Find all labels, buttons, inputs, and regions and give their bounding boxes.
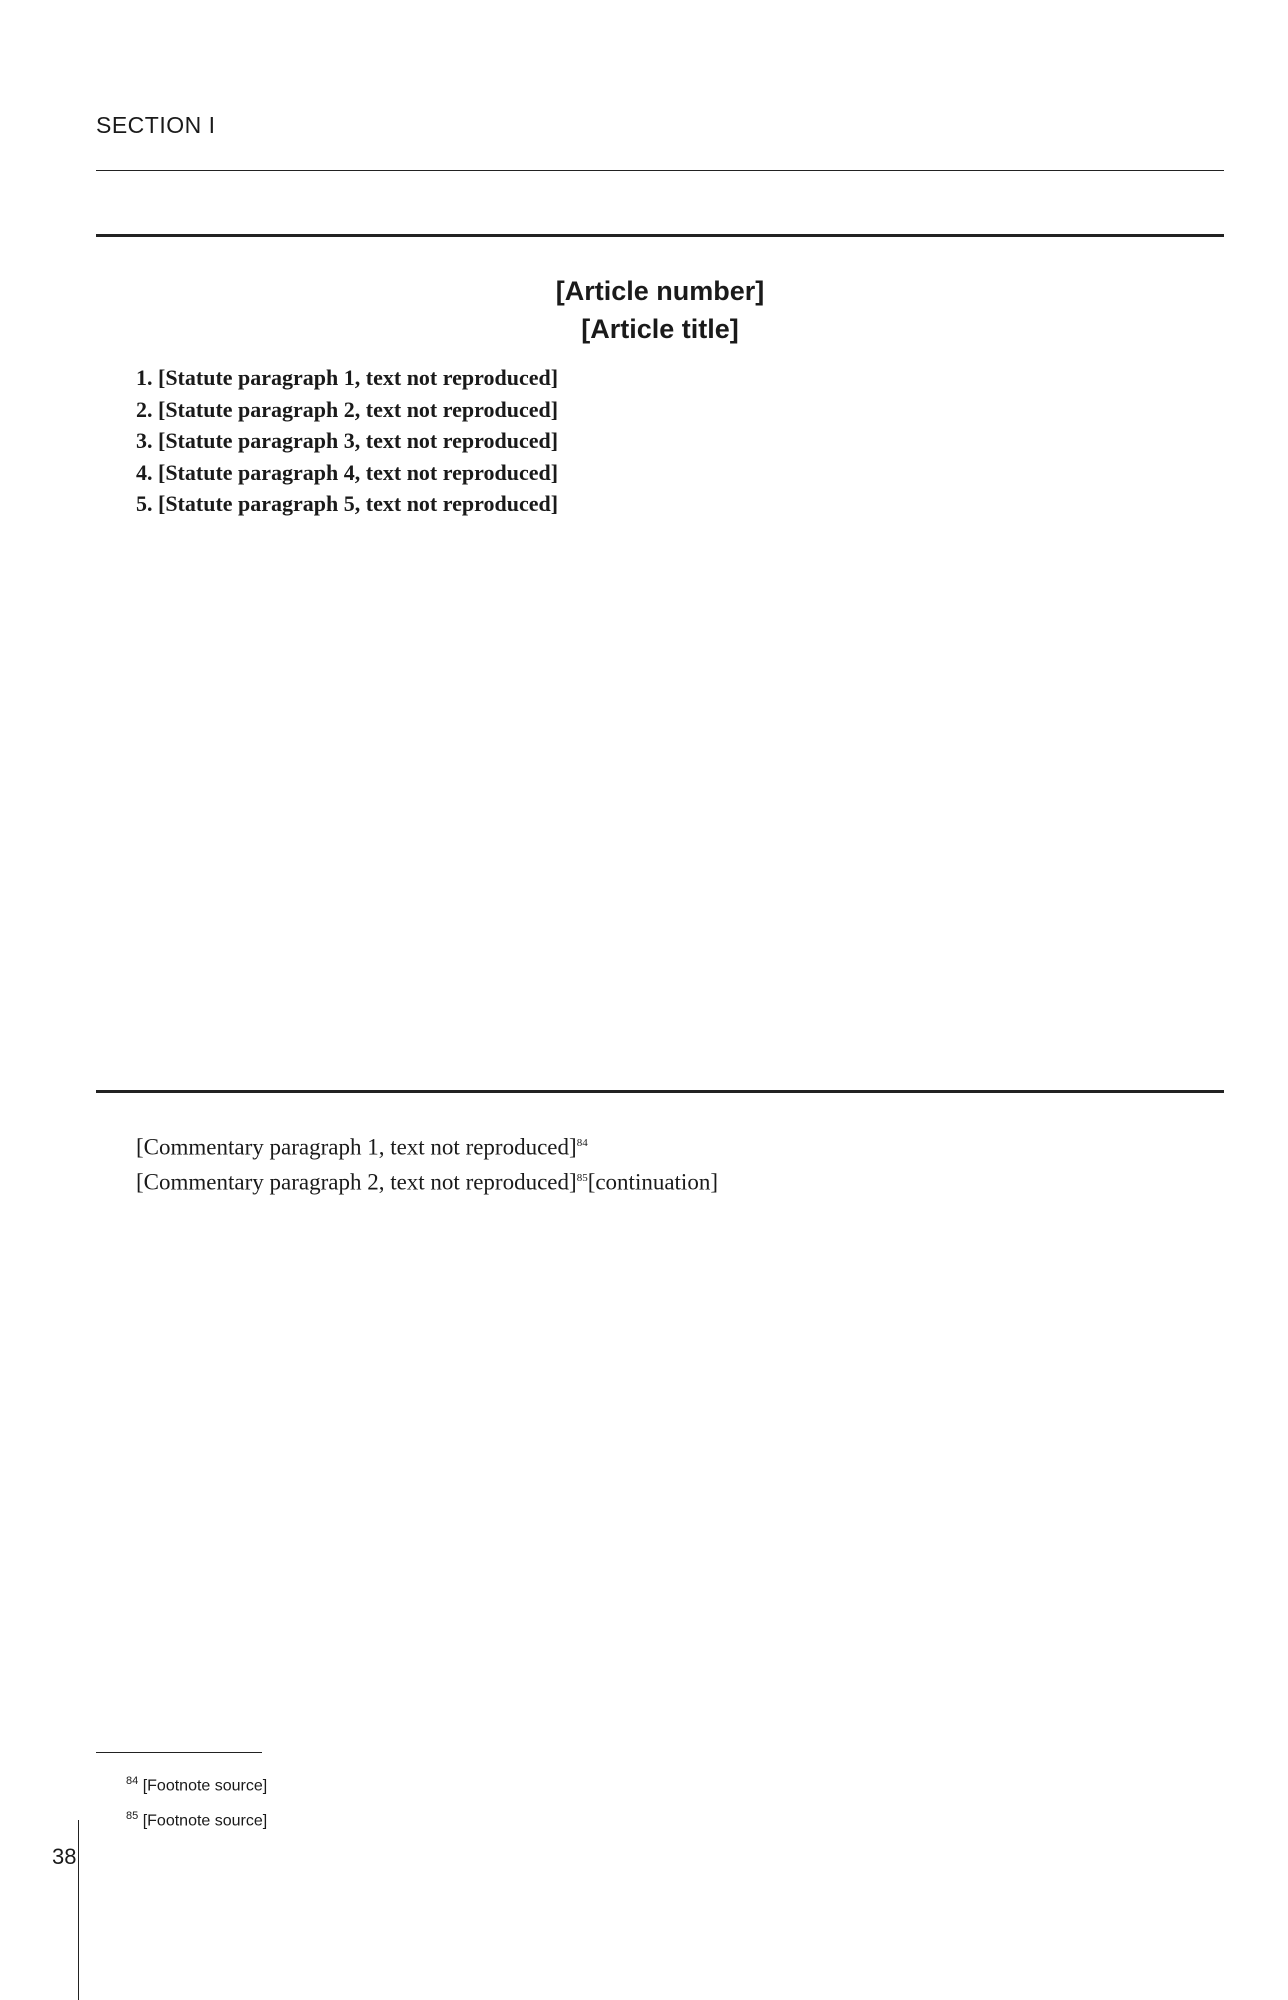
footnote-ref-85[interactable]: 85 [576, 1172, 588, 1185]
statute-paragraph-1: 1. [Statute paragraph 1, text not reproduced] [136, 365, 559, 390]
commentary-paragraph-1 [96, 1128, 1224, 1163]
footnotes [126, 1766, 267, 1837]
footnote-85 [126, 1801, 267, 1836]
article-bottom-rule [96, 1090, 1224, 1093]
statute-paragraph-4: 4. [Statute paragraph 4, text not reproduced] [136, 459, 559, 485]
statute-paragraph-5: 5. [Statute paragraph 5, text not reproduced] [136, 491, 559, 516]
header-rule [96, 170, 1224, 171]
page-number: 38 [52, 1844, 77, 1869]
article-number: [Article number] [555, 276, 765, 306]
commentary-paragraph-2 [96, 1163, 1224, 1198]
statute-text [96, 362, 1224, 520]
commentary-paragraph-1-text: [Commentary paragraph 1, text not reproduced] [136, 1134, 577, 1160]
footnote-marker-84: 84 [126, 1775, 139, 1787]
commentary-paragraph-2-text: [Commentary paragraph 2, text not reproduced] [136, 1169, 577, 1195]
footnote-84 [126, 1766, 267, 1801]
commentary-paragraph-2-continuation: [continuation] [587, 1169, 718, 1195]
page-margin-line [78, 1820, 79, 2000]
article-top-rule [96, 234, 1224, 237]
article-title: [Article title] [581, 314, 739, 344]
statute-paragraph-2: 2. [Statute paragraph 2, text not reproduced] [136, 396, 559, 422]
footnote-85-text: [Footnote source] [142, 1812, 268, 1830]
footnote-marker-85: 85 [126, 1810, 139, 1823]
article-heading [96, 272, 1224, 348]
footnote-rule [96, 1752, 262, 1753]
statute-paragraph-3: 3. [Statute paragraph 3, text not reproduced] [136, 428, 559, 453]
footnote-ref-84[interactable]: 84 [576, 1137, 588, 1149]
commentary-text [96, 1128, 1224, 1198]
footnote-84-text: [Footnote source] [142, 1777, 268, 1795]
running-head: SECTION I [96, 112, 216, 138]
